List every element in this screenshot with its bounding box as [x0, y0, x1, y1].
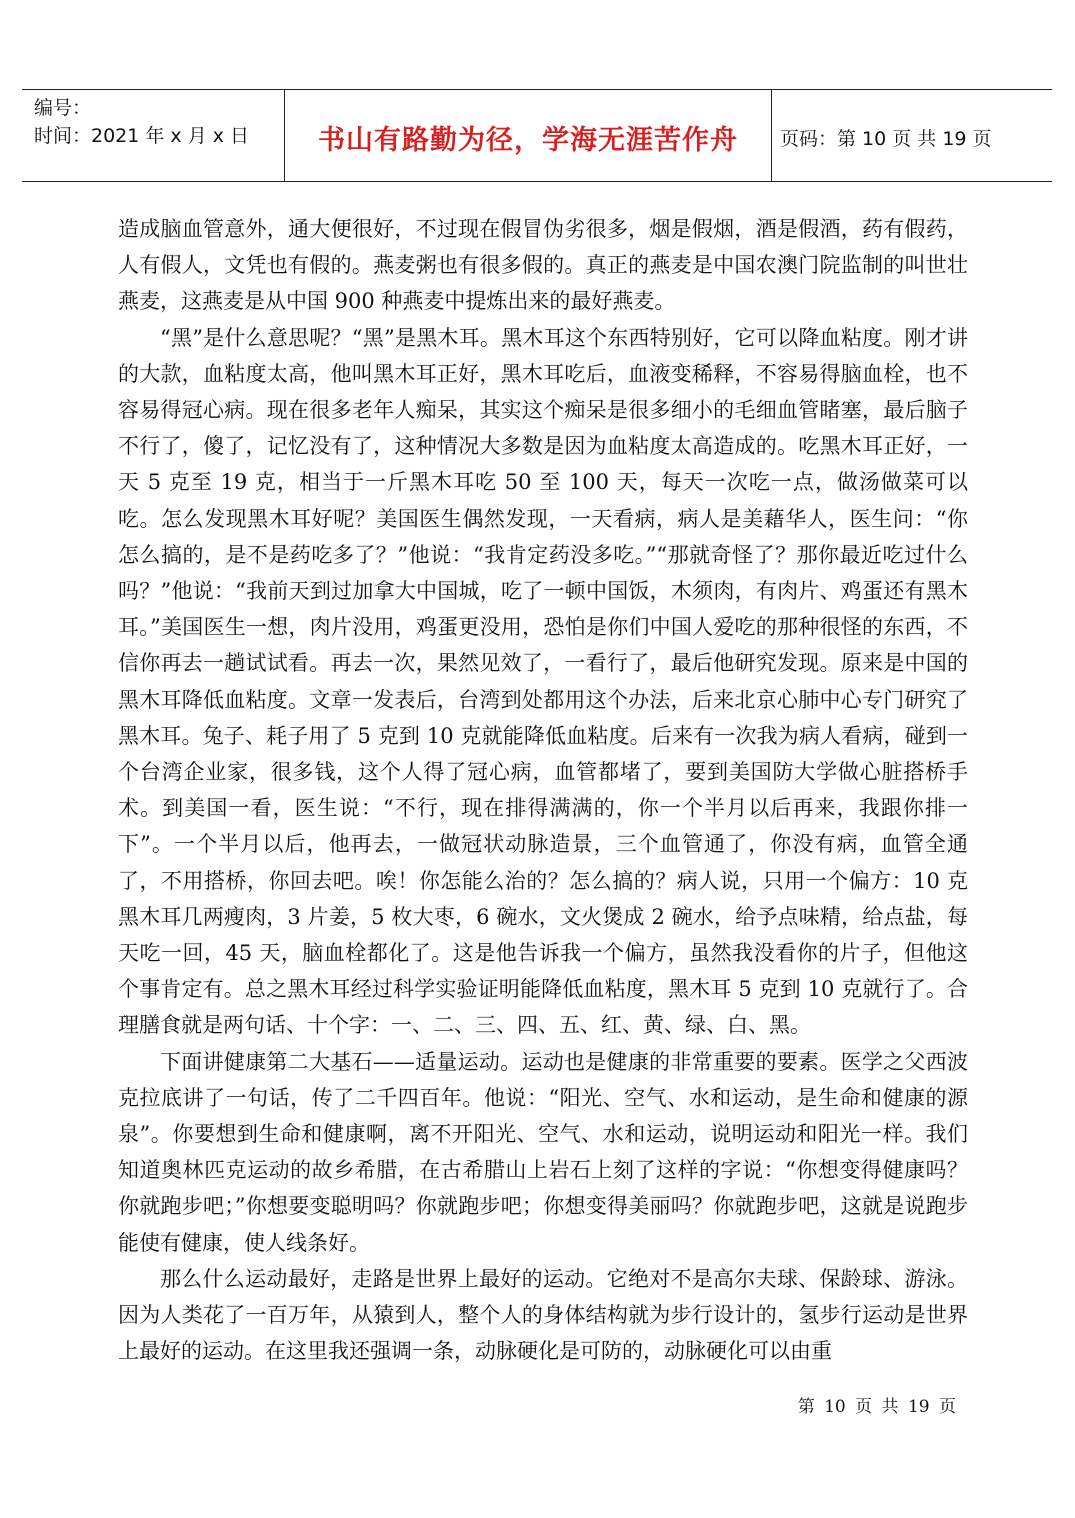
header-motto: 书山有路勤为径，学海无涯苦作舟	[318, 125, 738, 156]
page-header	[22, 89, 1052, 182]
header-divider	[771, 90, 772, 182]
code-label: 编号：	[34, 97, 92, 119]
header-meta	[34, 94, 249, 150]
body-paragraph: 下面讲健康第二大基石——适量运动。运动也是健康的非常重要的要素。医学之父西波克拉底讲了一句话，传了二千四百年。他说：“阳光、空气、水和运动，是生命和健康的源泉”。你要想到生命和健康啊，离不开阳光、空气、水和运动，说明运动和阳光一样。我们知道奥林匹克运动的故乡希腊，在古希腊山上岩石上刻了这样的字说：“你想变得健康吗？你就跑步吧；”你想要变聪明吗？你就跑步吧；你想变得美丽吗？你就跑步吧，这就是说跑步能使有健康，使人线条好。	[118, 1049, 968, 1255]
body-paragraph: 造成脑血管意外，通大便很好，不过现在假冒伪劣很多，烟是假烟，酒是假酒，药有假药，人有假人，文凭也有假的。燕麦粥也有很多假的。真正的燕麦是中国农澳门院监制的叫世壮燕麦，这燕麦是从中国 900 种燕麦中提炼出来的最好燕麦。	[118, 217, 968, 314]
header-page-info: 页码：第 10 页 共 19 页	[780, 128, 992, 150]
body-paragraph: “黑”是什么意思呢？“黑”是黑木耳。黑木耳这个东西特别好，它可以降血粘度。刚才讲的大款，血粘度太高，他叫黑木耳正好，黑木耳吃后，血液变稀释，不容易得脑血栓，也不容易得冠心病。现在很多老年人痴呆，其实这个痴呆是很多细小的毛细血管睹塞，最后脑子不行了，傻了，记忆没有了，这种情况大多数是因为血粘度太高造成的。吃黑木耳正好，一天 5 克至 19 克，相当于一斤黑木耳吃 50 至 100 天，每天一次吃一点，做汤做菜可以吃。怎么发现黑木耳好呢？美国医生偶然发现，一天看病，病人是美藉华人，医生问：“你怎么搞的，是不是药吃多了？”他说：“我肯定药没多吃。”“那就奇怪了？那你最近吃过什么吗？”他说：“我前天到过加拿大中国城，吃了一顿中国饭，木须肉，有肉片、鸡蛋还有黑木耳。”美国医生一想，肉片没用，鸡蛋更没用，恐怕是你们中国人爱吃的那种很怪的东西，不信你再去一趟试试看。再去一次，果然见效了，一看行了，最后他研究发现。原来是中国的黑木耳降低血粘度。文章一发表后，台湾到处都用这个办法，后来北京心肺中心专门研究了黑木耳。兔子、耗子用了 5 克到 10 克就能降低血粘度。后来有一次我为病人看病，碰到一个台湾企业家，很多钱，这个人得了冠心病，血管都堵了，要到美国防大学做心脏搭桥手术。到美国一看，医生说：“不行，现在排得满满的，你一个半月以后再来，我跟你排一下”。一个半月以后，他再去，一做冠状动脉造景，三个血管通了，你没有病，血管全通了，不用搭桥，你回去吧。唉！你怎能么治的？怎么搞的？病人说，只用一个偏方：10 克黑木耳几两瘦肉，3 片姜，5 枚大枣，6 碗水，文火煲成 2 碗水，给予点味精，给点盐，每天吃一回，45 天，脑血栓都化了。这是他告诉我一个偏方，虽然我没看你的片子，但他这个事肯定有。总之黑木耳经过科学实验证明能降低血粘度，黑木耳 5 克到 10 克就行了。合理膳食就是两句话、十个字：一、二、三、四、五、红、黄、绿、白、黑。	[118, 325, 968, 1038]
page-footer: 第 10 页 共 19 页	[797, 1397, 956, 1417]
document-body	[118, 211, 968, 1370]
time-label: 时间：2021 年 x 月 x 日	[34, 125, 250, 147]
body-paragraph: 那么什么运动最好，走路是世界上最好的运动。它绝对不是高尔夫球、保龄球、游泳。因为人类花了一百万年，从猿到人，整个人的身体结构就为步行设计的，氢步行运动是世界上最好的运动。在这里我还强调一条，动脉硬化是可防的，动脉硬化可以由重	[118, 1266, 968, 1364]
